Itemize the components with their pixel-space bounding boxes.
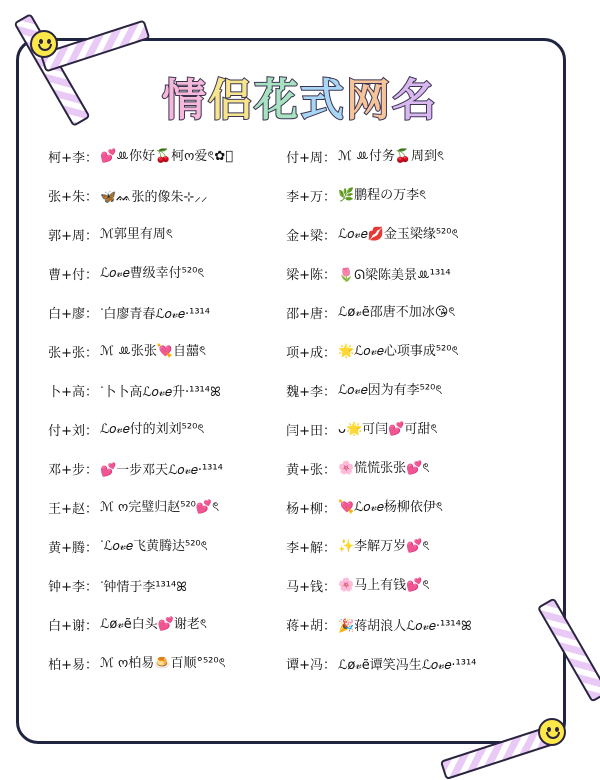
name-pair-row — [278, 183, 426, 207]
surname-pair: 柯+李： — [48, 150, 98, 166]
surname-pair: 白+谢： — [48, 618, 98, 634]
couple-nickname: 🌟ℒ𝑜𝓋𝑒心项事成⁵²⁰ৎ — [338, 343, 459, 359]
title-char: 名 — [392, 75, 438, 126]
surname-pair: 谭+冯： — [286, 657, 336, 673]
title-char: 花 — [254, 75, 300, 126]
name-pair-row — [278, 378, 442, 402]
surname-pair: 白+廖： — [48, 306, 98, 322]
name-pair-row — [278, 495, 443, 519]
surname-pair: 项+成： — [286, 345, 336, 361]
name-pair-row — [278, 456, 429, 480]
name-pair-row — [278, 261, 451, 285]
name-pair-row — [278, 417, 437, 441]
couple-nickname: ᐝ钟情于李¹³¹⁴ꕤ — [100, 579, 187, 595]
surname-pair: 郭+周： — [48, 228, 98, 244]
name-pair-row — [278, 300, 455, 324]
title-char: 情 — [162, 75, 208, 126]
surname-pair: 付+刘： — [48, 423, 98, 439]
couple-nickname: ℒ𝑜𝓋𝑒💋金玉梁缘⁵²⁰ৎ — [338, 226, 459, 242]
surname-pair: 梁+陈： — [286, 267, 336, 283]
name-pair-row — [278, 144, 444, 168]
surname-pair: 钟+李： — [48, 579, 98, 595]
couple-nickname: ℒ𝑜𝓋𝑒曹级幸付⁵²⁰ৎ — [100, 265, 205, 281]
name-pair-row — [40, 339, 206, 363]
name-pair-row — [40, 222, 173, 246]
surname-pair: 张+张： — [48, 345, 98, 361]
couple-nickname: ✨李解万岁💕ৎ — [338, 538, 430, 554]
surname-pair: 邵+唐： — [286, 306, 336, 322]
name-pair-row — [278, 573, 429, 597]
couple-nickname: 💕一步邓天ℒ𝑜𝓋𝑒·¹³¹⁴ — [100, 462, 223, 478]
surname-pair: 杨+柳： — [286, 501, 336, 517]
smiley-icon — [538, 718, 566, 746]
surname-pair: 邓+步： — [48, 462, 98, 478]
surname-pair: 黄+腾： — [48, 540, 98, 556]
couple-nickname: ℒø𝓋ẽ邵唐不加冰😘ৎ — [338, 304, 456, 320]
couple-nickname: ℳ ო完璧归赵⁵²⁰💕ৎ — [100, 499, 220, 515]
name-pair-row — [278, 534, 429, 558]
surname-pair: 付+周： — [286, 150, 336, 166]
couple-nickname: 🌿鹏程の万李ৎ — [338, 187, 427, 203]
name-pair-row — [40, 651, 226, 675]
surname-pair: 马+钱： — [286, 579, 336, 595]
title-char: 侣 — [208, 75, 254, 126]
name-pair-row — [40, 261, 204, 285]
name-pair-row — [40, 495, 219, 519]
name-pair-row — [278, 651, 476, 675]
couple-nickname: 🌸马上有钱💕ৎ — [338, 577, 430, 593]
name-pair-row — [40, 417, 204, 441]
couple-nickname: ℳ ო柏易🍮百顺°⁵²⁰ৎ — [100, 655, 226, 671]
surname-pair: 张+朱： — [48, 189, 98, 205]
couple-nickname: 🌸慌慌张张💕ৎ — [338, 460, 430, 476]
couple-nickname: 💕ꔛ你好🍒柯ო爱ৎ✿⃝ — [100, 148, 234, 164]
name-pair-row — [278, 222, 458, 246]
title-char: 网 — [346, 75, 392, 126]
couple-nickname: ℒø𝓋ẽ谭笑冯生ℒ𝑜𝓋𝑒·¹³¹⁴ — [338, 657, 477, 673]
name-pair-row — [40, 456, 223, 480]
couple-nickname: 💘ℒ𝑜𝓋𝑒杨柳依伊ৎ — [338, 499, 443, 515]
couple-nickname: 🎉蒋胡浪人ℒ𝑜𝓋𝑒·¹³¹⁴ꕤ — [338, 618, 472, 634]
couple-nickname: ᐝ卜卜高ℒ𝑜𝓋𝑒升·¹³¹⁴ꕤ — [100, 384, 221, 400]
surname-pair: 魏+李： — [286, 384, 336, 400]
surname-pair: 金+梁： — [286, 228, 336, 244]
name-pair-row — [40, 300, 210, 324]
surname-pair: 王+赵： — [48, 501, 98, 517]
couple-nickname: ℒ𝑜𝓋𝑒因为有李⁵²⁰ৎ — [338, 382, 443, 398]
page-title — [0, 64, 600, 128]
couple-nickname: ℳ ꔛ张张💘自囍ৎ — [100, 343, 206, 359]
name-pair-row — [40, 144, 233, 168]
name-pair-row — [40, 378, 221, 402]
couple-nickname: ℳ ꔛ付务🍒周到ৎ — [338, 148, 444, 164]
title-char: 式 — [300, 75, 346, 126]
couple-nickname: 🦋ᨐ张的像朱⊹⸝⸝ — [100, 189, 208, 205]
name-pair-row — [278, 612, 472, 636]
surname-pair: 李+万： — [286, 189, 336, 205]
name-pair-row — [40, 612, 207, 636]
surname-pair: 卜+高： — [48, 384, 98, 400]
couple-nickname: ᐝℒ𝑜𝓋𝑒飞黄腾达⁵²⁰ৎ — [100, 538, 208, 554]
couple-nickname: ᐝ白廖青春ℒ𝑜𝓋𝑒·¹³¹⁴ — [100, 306, 210, 322]
surname-pair: 蒋+胡： — [286, 618, 336, 634]
surname-pair: 黄+张： — [286, 462, 336, 478]
smiley-icon — [30, 30, 58, 58]
couple-nickname: 🌷ᘏ梁陈美景ꔛ¹³¹⁴ — [338, 267, 451, 283]
surname-pair: 李+解： — [286, 540, 336, 556]
name-pair-row — [40, 534, 208, 558]
name-pair-row — [40, 183, 207, 207]
name-pair-row — [278, 339, 458, 363]
couple-nickname: ℒø𝓋ẽ白头💕谢老ৎ — [100, 616, 207, 632]
surname-pair: 闫+田： — [286, 423, 336, 439]
name-pair-row — [40, 573, 187, 597]
surname-pair: 曹+付： — [48, 267, 98, 283]
surname-pair: 柏+易： — [48, 657, 98, 673]
couple-nickname: ℳ郭里有周ৎ — [100, 226, 173, 242]
couple-nickname: ℒ𝑜𝓋𝑒付的刘刘⁵²⁰ৎ — [100, 421, 205, 437]
couple-nickname: ᴗ🌟可闫💕可甜ৎ — [338, 421, 438, 437]
